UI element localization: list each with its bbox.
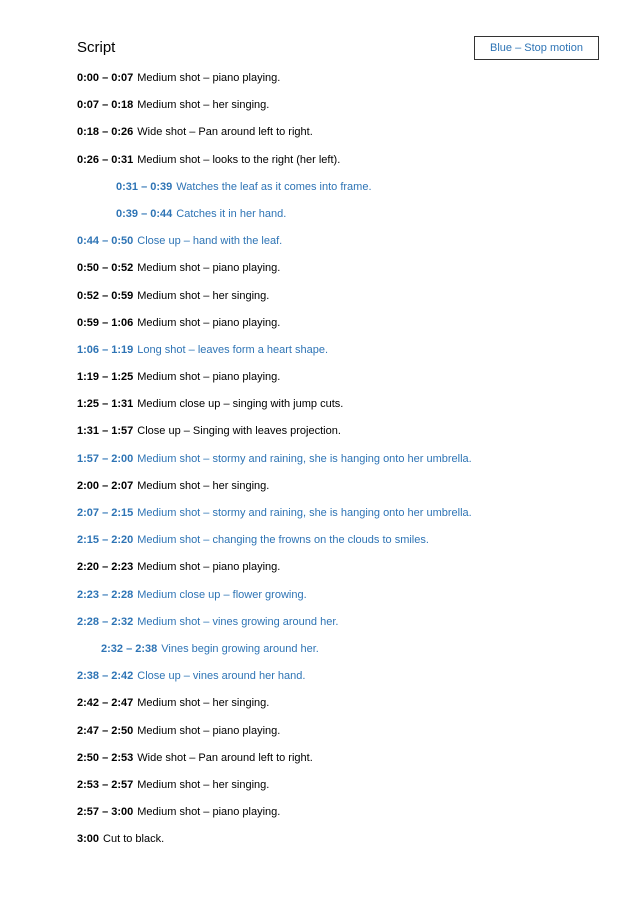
timecode: 2:53 – 2:57: [77, 778, 134, 791]
timecode: 0:00 – 0:07: [77, 72, 134, 84]
timecode: 1:19 – 1:25: [77, 371, 134, 384]
timecode: 0:44 – 0:50: [77, 235, 134, 248]
script-line: [0, 342, 638, 369]
script-line: [0, 750, 638, 777]
timecode: 0:50 – 0:52: [77, 262, 134, 275]
script-line: [0, 614, 638, 641]
shot-description: Medium shot – piano playing.: [137, 371, 281, 384]
timecode: 2:07 – 2:15: [77, 507, 134, 519]
script-line: [0, 369, 638, 396]
script-line: [0, 804, 638, 831]
shot-description: Wide shot – Pan around left to right.: [137, 126, 313, 139]
timecode: 0:59 – 1:06: [77, 316, 134, 329]
timecode: 2:32 – 2:38: [101, 642, 158, 655]
shot-description: Medium shot – her singing.: [137, 479, 270, 492]
script-line: [0, 695, 638, 722]
timecode: 2:42 – 2:47: [77, 697, 134, 710]
shot-description: Medium shot – piano playing.: [137, 262, 281, 275]
timecode: 2:20 – 2:23: [77, 561, 134, 574]
shot-description: Vines begin growing around her.: [161, 642, 319, 655]
shot-description: Medium close up – singing with jump cuts.: [137, 398, 344, 411]
timecode: 3:00: [77, 833, 100, 846]
script-line: [0, 559, 638, 586]
shot-description: Medium shot – her singing.: [137, 289, 270, 302]
script-line: [0, 206, 638, 233]
script-line: [0, 641, 638, 668]
timecode: 2:38 – 2:42: [77, 670, 134, 683]
script-line: [0, 97, 638, 124]
page-title: Script: [77, 39, 116, 56]
script-line: [0, 260, 638, 287]
timecode: 0:18 – 0:26: [77, 126, 134, 139]
script-line: [0, 315, 638, 342]
script-line: [0, 396, 638, 423]
shot-description: Medium shot – her singing.: [137, 697, 270, 710]
shot-description: Medium shot – piano playing.: [137, 806, 281, 819]
script-line: [0, 831, 638, 858]
script-line: [0, 668, 638, 695]
script-line: [0, 70, 638, 97]
shot-description: Medium close up – flower growing.: [137, 588, 307, 601]
timecode: 2:15 – 2:20: [77, 534, 134, 547]
timecode: 2:47 – 2:50: [77, 724, 134, 737]
shot-description: Medium shot – vines growing around her.: [137, 615, 339, 628]
timecode: 2:28 – 2:32: [77, 615, 134, 628]
script-line: [0, 587, 638, 614]
shot-description: Wide shot – Pan around left to right.: [137, 751, 313, 764]
timecode: 0:26 – 0:31: [77, 153, 134, 166]
shot-description: Medium shot – her singing.: [137, 778, 270, 791]
script-line: [0, 179, 638, 206]
timecode: 2:00 – 2:07: [77, 479, 134, 492]
shot-description: Catches it in her hand.: [176, 207, 287, 220]
timecode: 1:57 – 2:00: [77, 452, 134, 465]
timecode: 2:50 – 2:53: [77, 751, 134, 764]
script-line: [0, 478, 638, 505]
timecode: 0:52 – 0:59: [77, 289, 134, 302]
timecode: 0:07 – 0:18: [77, 99, 134, 112]
shot-description: Watches the leaf as it comes into frame.: [176, 180, 372, 193]
script-line: [0, 152, 638, 179]
script-line: [0, 505, 638, 532]
shot-description: Close up – hand with the leaf.: [137, 235, 283, 248]
shot-description: Medium shot – piano playing.: [137, 72, 281, 84]
timecode: 0:31 – 0:39: [116, 180, 173, 193]
script-line: [0, 451, 638, 478]
script-line: [0, 777, 638, 804]
shot-description: Medium shot – piano playing.: [137, 724, 281, 737]
shot-description: Medium shot – piano playing.: [137, 316, 281, 329]
shot-description: Medium shot – stormy and raining, she is hanging onto her umbrella.: [137, 452, 472, 465]
shot-description: Medium shot – piano playing.: [137, 561, 281, 574]
script-line: [0, 423, 638, 450]
timecode: 1:25 – 1:31: [77, 398, 134, 411]
shot-description: Medium shot – stormy and raining, she is hanging onto her umbrella.: [137, 507, 472, 519]
shot-description: Medium shot – looks to the right (her left).: [137, 153, 341, 166]
script-line: [0, 723, 638, 750]
script-list: [0, 70, 638, 858]
script-line: [0, 124, 638, 151]
shot-description: Cut to black.: [103, 833, 165, 846]
timecode: 1:06 – 1:19: [77, 343, 134, 356]
shot-description: Close up – Singing with leaves projection.: [137, 425, 341, 438]
timecode: 2:57 – 3:00: [77, 806, 134, 819]
shot-description: Medium shot – changing the frowns on the clouds to smiles.: [137, 534, 429, 547]
shot-description: Long shot – leaves form a heart shape.: [137, 343, 329, 356]
timecode: 0:39 – 0:44: [116, 207, 173, 220]
timecode: 2:23 – 2:28: [77, 588, 134, 601]
legend-box: Blue – Stop motion: [474, 36, 599, 60]
script-line: [0, 532, 638, 559]
timecode: 1:31 – 1:57: [77, 425, 134, 438]
script-line: [0, 288, 638, 315]
shot-description: Medium shot – her singing.: [137, 99, 270, 112]
shot-description: Close up – vines around her hand.: [137, 670, 306, 683]
script-line: [0, 233, 638, 260]
